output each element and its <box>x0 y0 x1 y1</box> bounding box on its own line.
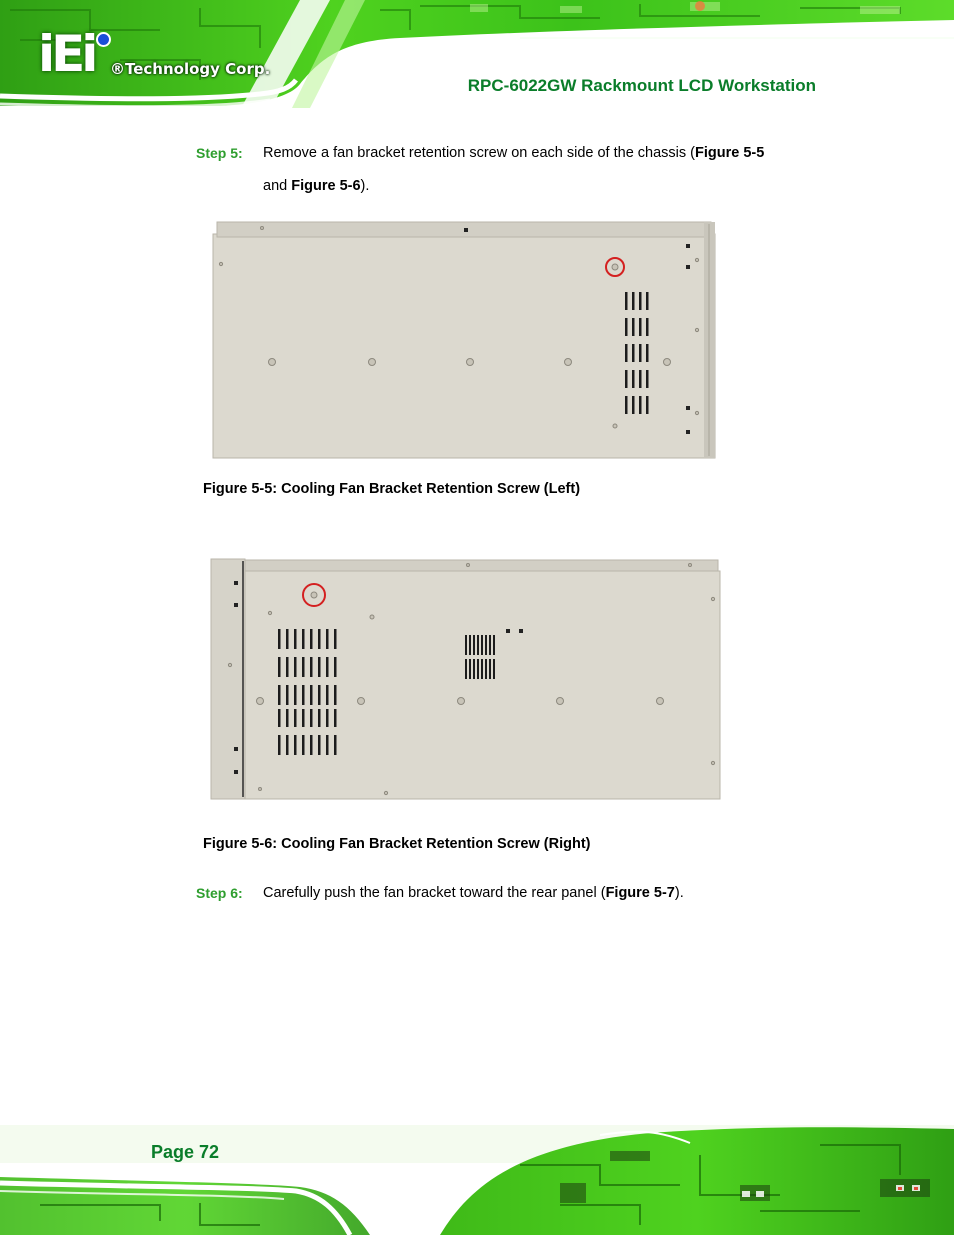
logo-subtitle: ®Technology Corp. <box>110 60 271 78</box>
step-6-text-part: ). <box>674 885 684 901</box>
figure-5-5-image <box>212 220 717 460</box>
figure-ref-5-7[interactable]: Figure 5-7 <box>605 885 675 901</box>
step-6-label: Step 6: <box>196 885 243 901</box>
page-number: Page 72 <box>151 1142 220 1162</box>
page-footer <box>0 1125 954 1235</box>
circuit-board-footer-banner <box>0 1125 954 1235</box>
step-5-text-part: Remove a fan bracket retention screw on each side of the chassis ( <box>263 145 695 161</box>
company-logo <box>30 25 300 84</box>
logo-letters: iEi <box>38 25 95 83</box>
figure-ref-5-6[interactable]: Figure 5-6 <box>291 178 361 194</box>
figure-5-6-caption: Figure 5-6: Cooling Fan Bracket Retention Screw (Right) <box>203 836 591 852</box>
chassis-left-side-photo <box>212 220 717 460</box>
step-5-text-part: ). <box>360 178 370 194</box>
document-title: RPC-6022GW Rackmount LCD Workstation <box>467 76 816 95</box>
step-5-label: Step 5: <box>196 145 243 161</box>
chassis-right-side-photo <box>210 557 722 801</box>
figure-5-5-caption: Figure 5-5: Cooling Fan Bracket Retention Screw (Left) <box>203 481 581 497</box>
step-5-text <box>263 145 764 161</box>
logo-dot-icon <box>96 32 111 47</box>
step-5-text-part: and <box>263 178 292 194</box>
step-6-text-part: Carefully push the fan bracket toward the rear panel ( <box>263 885 606 901</box>
figure-ref-5-5[interactable]: Figure 5-5 <box>695 145 765 161</box>
step-6-text <box>263 885 684 901</box>
figure-5-6-image <box>210 557 722 801</box>
step-5-text-line2 <box>263 178 369 194</box>
